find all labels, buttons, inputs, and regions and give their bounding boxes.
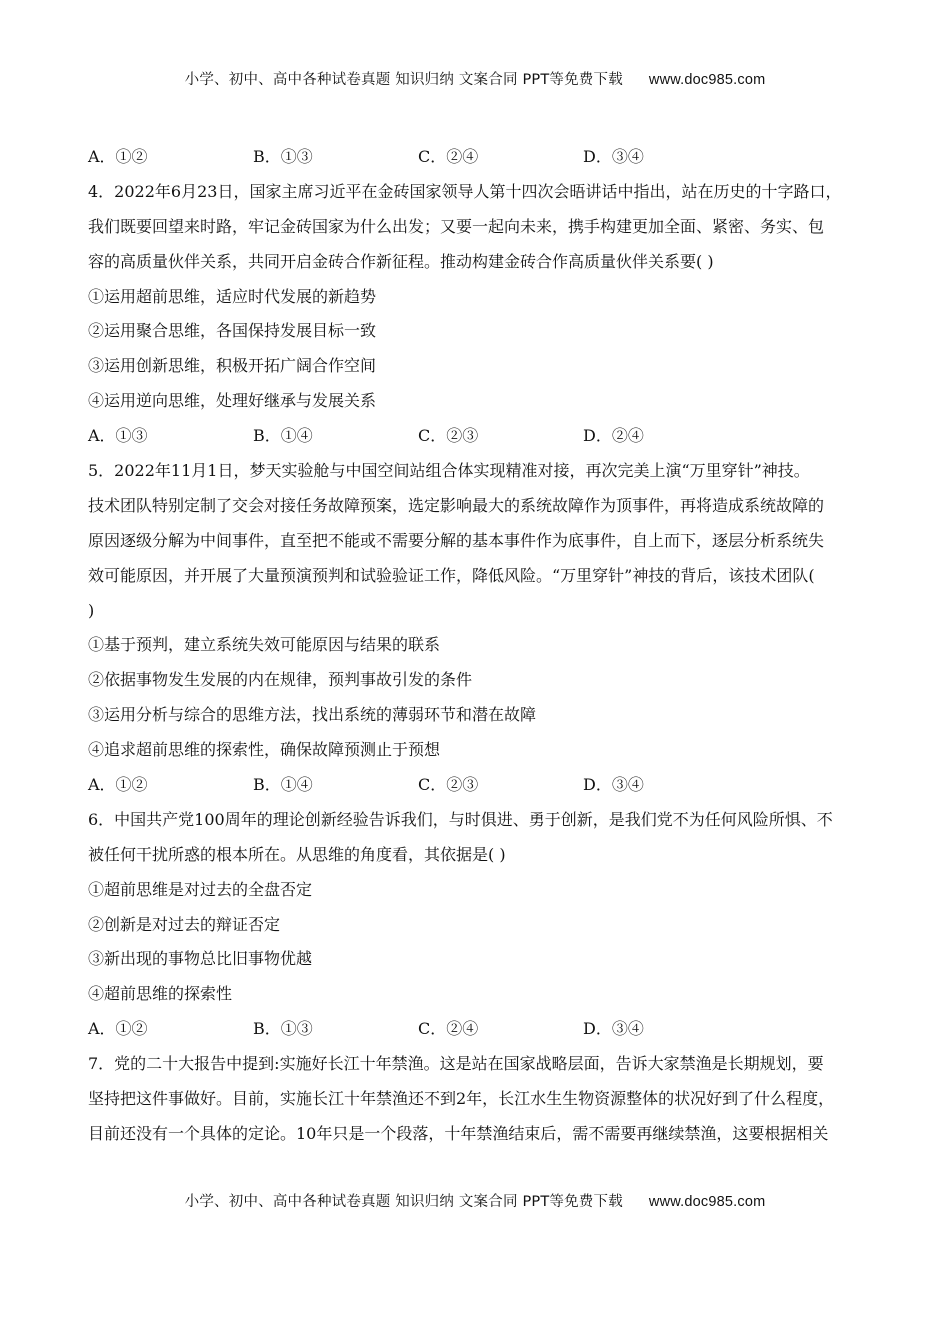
q4-option-1: ①运用超前思维，适应时代发展的新趋势 [88,286,377,306]
q4-choice-d: D．②④ [583,426,644,446]
q4-stem-line-1: 4．2022年6月23日，国家主席习近平在金砖国家领导人第十四次会晤讲话中指出，站在历史的十字路口， [88,181,842,201]
q4-stem-line-3: 容的高质量伙伴关系，共同开启金砖合作新征程。推动构建金砖合作高质量伙伴关系要( ) [88,251,714,271]
q4-choice-c: C．②③ [418,426,479,446]
q3-choice-c: C．②④ [418,147,479,166]
q6-choice-d: D．③④ [583,1019,644,1039]
q6-option-4: ④超前思维的探索性 [88,984,233,1004]
q5-stem-line-2: 技术团队特别定制了交会对接任务故障预案，选定影响最大的系统故障作为顶事件，再将造成系统故障的 [88,495,825,515]
q5-choice-c: C．②③ [418,775,479,795]
q4-choice-a: A．①③ [88,426,148,446]
q5-stem-line-1: 5．2022年11月1日，梦天实验舱与中国空间站组合体实现精准对接，再次完美上演“万里穿针”神技。 [88,461,810,481]
q4-option-2: ②运用聚合思维，各国保持发展目标一致 [88,321,377,341]
q3-choice-b: B．①③ [253,147,313,166]
q6-option-3: ③新出现的事物总比旧事物优越 [88,949,313,969]
q5-choice-a: A．①② [88,775,148,795]
q4-stem-line-2: 我们既要回望来时路，牢记金砖国家为什么出发；又要一起向未来，携手构建更加全面、紧密、务实、包 [88,216,825,236]
header-url[interactable]: www.doc985.com [648,72,766,88]
q6-choice-b: B．①③ [253,1019,313,1039]
q5-stem-line-5: ) [88,600,95,620]
q6-choice-c: C．②④ [418,1019,479,1039]
q6-option-2: ②创新是对过去的辩证否定 [88,914,281,934]
q4-choice-b: B．①④ [253,426,313,446]
exam-content [88,140,870,1152]
q5-stem-line-4: 效可能原因，并开展了大量预演预判和试验验证工作，降低风险。“万里穿针”神技的背后，该技术团队( [88,565,815,585]
q5-option-4: ④追求超前思维的探索性，确保故障预测止于预想 [88,740,441,760]
q4-option-4: ④运用逆向思维，处理好继承与发展关系 [88,391,377,411]
q6-stem-line-1: 6．中国共产党100周年的理论创新经验告诉我们，与时俱进、勇于创新，是我们党不为任何风险所惧、不 [88,809,833,829]
q6-option-1: ①超前思维是对过去的全盘否定 [88,879,313,899]
q5-option-3: ③运用分析与综合的思维方法，找出系统的薄弱环节和潜在故障 [88,705,537,725]
footer-url[interactable]: www.doc985.com [648,1194,766,1210]
q7-stem-line-2: 坚持把这件事做好。目前，实施长江十年禁渔还不到2年，长江水生生物资源整体的状况好到了什么程度， [88,1089,835,1109]
q5-stem-line-3: 原因逐级分解为中间事件，直至把不能或不需要分解的基本事件作为底事件，自上而下，逐层分析系统失 [88,530,825,550]
q7-stem-line-3: 目前还没有一个具体的定论。10年只是一个段落，十年禁渔结束后，需不需要再继续禁渔，这要根据相关 [88,1123,829,1143]
q6-choice-a: A．①② [88,1019,148,1039]
q4-option-3: ③运用创新思维，积极开拓广阔合作空间 [88,356,377,376]
q5-option-1: ①基于预判，建立系统失效可能原因与结果的联系 [88,635,441,655]
q5-choice-d: D．③④ [583,775,644,795]
q6-choices [88,1012,870,1047]
q3-choices [88,140,870,175]
q3-choice-d: D．③④ [583,147,644,166]
page-footer [0,1190,950,1211]
header-text: 小学、初中、高中各种试卷真题 知识归纳 文案合同 PPT等免费下载 [184,72,623,88]
q5-option-2: ②依据事物发生发展的内在规律，预判事故引发的条件 [88,670,473,690]
page-header [0,68,950,89]
footer-text: 小学、初中、高中各种试卷真题 知识归纳 文案合同 PPT等免费下载 [184,1194,623,1210]
q5-choice-b: B．①④ [253,775,313,795]
q3-choice-a: A．①② [88,147,148,166]
q5-choices [88,768,870,803]
q7-stem-line-1: 7．党的二十大报告中提到:实施好长江十年禁渔。这是站在国家战略层面，告诉大家禁渔是长期规划，要 [88,1054,824,1074]
q4-choices [88,419,870,454]
q6-stem-line-2: 被任何干扰所惑的根本所在。从思维的角度看，其依据是( ) [88,844,506,864]
